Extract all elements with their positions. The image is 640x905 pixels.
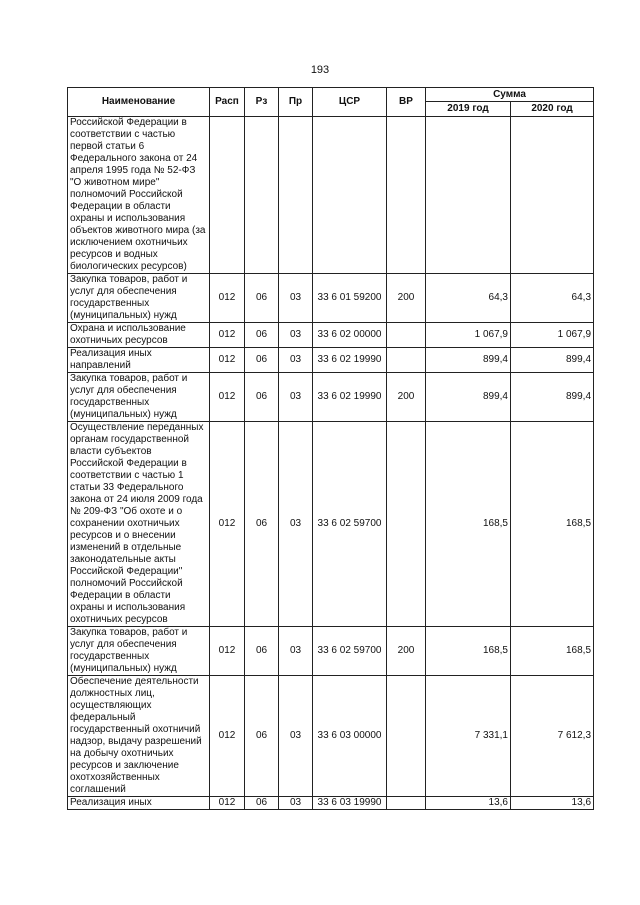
cell-rz: 06 xyxy=(245,373,279,422)
cell-y2019: 13,6 xyxy=(426,797,511,810)
cell-rasp: 012 xyxy=(210,323,245,348)
cell-name: Обеспечение деятельности должностных лиц, осуществляющих федеральный государственный охотничий надзор, выдачу разрешений на добычу охотничьих ресурсов и заключение охотхозяйственных соглашений xyxy=(68,676,210,797)
cell-csr: 33 6 02 59700 xyxy=(313,627,387,676)
cell-rz: 06 xyxy=(245,797,279,810)
cell-pr: 03 xyxy=(279,373,313,422)
cell-csr: 33 6 02 19990 xyxy=(313,348,387,373)
cell-pr: 03 xyxy=(279,274,313,323)
header-2020: 2020 год xyxy=(511,102,594,117)
table-row xyxy=(68,323,594,348)
cell-name: Реализация иных направлений xyxy=(68,348,210,373)
budget-table xyxy=(67,87,594,810)
cell-csr: 33 6 01 59200 xyxy=(313,274,387,323)
header-rasp: Расп xyxy=(210,88,245,117)
cell-vr xyxy=(387,117,426,274)
table-row xyxy=(68,676,594,797)
cell-pr: 03 xyxy=(279,422,313,627)
table-row xyxy=(68,373,594,422)
cell-csr: 33 6 02 19990 xyxy=(313,373,387,422)
cell-name: Российской Федерации в соответствии с частью первой статьи 6 Федерального закона от 24 апреля 1995 года № 52-ФЗ "О животном мире" полномочий Российской Федерации в области охраны и использования объектов животного мира (за исключением охотничьих ресурсов и водных биологических ресурсов) xyxy=(68,117,210,274)
cell-vr xyxy=(387,323,426,348)
cell-rasp xyxy=(210,117,245,274)
cell-vr: 200 xyxy=(387,627,426,676)
cell-pr: 03 xyxy=(279,676,313,797)
cell-vr xyxy=(387,348,426,373)
cell-rasp: 012 xyxy=(210,676,245,797)
cell-y2019: 899,4 xyxy=(426,348,511,373)
cell-y2020: 64,3 xyxy=(511,274,594,323)
cell-name: Осуществление переданных органам государственной власти субъектов Российской Федерации в соответствии с частью 1 статьи 33 Федерального закона от 24 июля 2009 года № 209-ФЗ "Об охоте и о сохранении охотничьих ресурсов и о внесении изменений в отдельные законодательные акты Российской Федерации" полномочий Российской Федерации в области охраны и использования охотничьих ресурсов xyxy=(68,422,210,627)
cell-rasp: 012 xyxy=(210,797,245,810)
table-row xyxy=(68,797,594,810)
cell-y2020: 899,4 xyxy=(511,373,594,422)
header-sum: Сумма xyxy=(426,88,594,102)
header-pr: Пр xyxy=(279,88,313,117)
cell-name: Закупка товаров, работ и услуг для обеспечения государственных (муниципальных) нужд xyxy=(68,627,210,676)
cell-rasp: 012 xyxy=(210,422,245,627)
header-csr: ЦСР xyxy=(313,88,387,117)
cell-rz: 06 xyxy=(245,676,279,797)
cell-name: Закупка товаров, работ и услуг для обеспечения государственных (муниципальных) нужд xyxy=(68,274,210,323)
cell-y2019: 168,5 xyxy=(426,422,511,627)
table-row xyxy=(68,117,594,274)
cell-pr: 03 xyxy=(279,797,313,810)
cell-y2020: 13,6 xyxy=(511,797,594,810)
page-number: 193 xyxy=(310,64,330,76)
cell-vr xyxy=(387,422,426,627)
cell-pr: 03 xyxy=(279,627,313,676)
cell-pr: 03 xyxy=(279,348,313,373)
cell-rz xyxy=(245,117,279,274)
cell-y2019: 168,5 xyxy=(426,627,511,676)
cell-name: Охрана и использование охотничьих ресурсов xyxy=(68,323,210,348)
cell-y2020: 1 067,9 xyxy=(511,323,594,348)
cell-y2020: 168,5 xyxy=(511,422,594,627)
cell-csr: 33 6 03 19990 xyxy=(313,797,387,810)
cell-y2019: 1 067,9 xyxy=(426,323,511,348)
cell-y2020 xyxy=(511,117,594,274)
cell-name: Реализация иных xyxy=(68,797,210,810)
cell-y2019: 64,3 xyxy=(426,274,511,323)
table-row xyxy=(68,627,594,676)
cell-rz: 06 xyxy=(245,627,279,676)
table-row xyxy=(68,422,594,627)
table-row xyxy=(68,274,594,323)
cell-pr xyxy=(279,117,313,274)
header-name: Наименование xyxy=(68,88,210,117)
cell-rz: 06 xyxy=(245,323,279,348)
cell-name: Закупка товаров, работ и услуг для обеспечения государственных (муниципальных) нужд xyxy=(68,373,210,422)
cell-y2020: 899,4 xyxy=(511,348,594,373)
cell-csr: 33 6 02 59700 xyxy=(313,422,387,627)
cell-vr: 200 xyxy=(387,274,426,323)
cell-rasp: 012 xyxy=(210,627,245,676)
cell-y2019 xyxy=(426,117,511,274)
table-row xyxy=(68,348,594,373)
cell-y2019: 7 331,1 xyxy=(426,676,511,797)
cell-y2019: 899,4 xyxy=(426,373,511,422)
cell-vr xyxy=(387,797,426,810)
cell-csr: 33 6 03 00000 xyxy=(313,676,387,797)
header-rz: Рз xyxy=(245,88,279,117)
cell-rz: 06 xyxy=(245,348,279,373)
header-vr: ВР xyxy=(387,88,426,117)
cell-y2020: 168,5 xyxy=(511,627,594,676)
cell-csr xyxy=(313,117,387,274)
cell-pr: 03 xyxy=(279,323,313,348)
cell-rz: 06 xyxy=(245,274,279,323)
table-body xyxy=(68,117,594,810)
cell-rasp: 012 xyxy=(210,274,245,323)
cell-vr: 200 xyxy=(387,373,426,422)
cell-rasp: 012 xyxy=(210,373,245,422)
cell-csr: 33 6 02 00000 xyxy=(313,323,387,348)
cell-vr xyxy=(387,676,426,797)
cell-rz: 06 xyxy=(245,422,279,627)
cell-rasp: 012 xyxy=(210,348,245,373)
header-2019: 2019 год xyxy=(426,102,511,117)
cell-y2020: 7 612,3 xyxy=(511,676,594,797)
